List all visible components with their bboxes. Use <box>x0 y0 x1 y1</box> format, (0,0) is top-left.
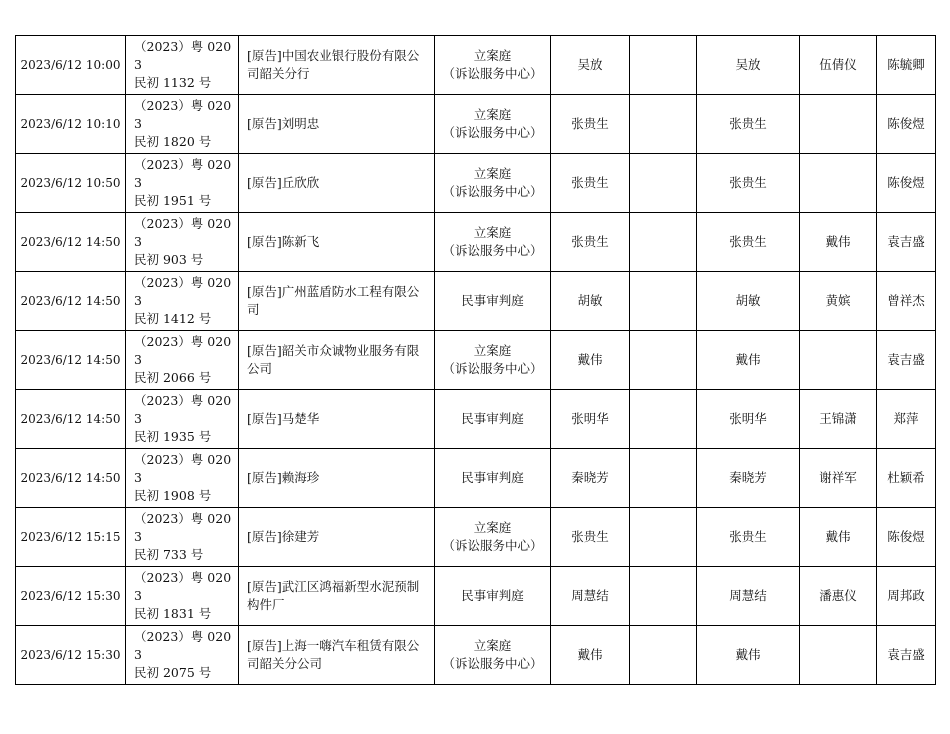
empty-cell <box>630 331 697 390</box>
case-number-line2: 民初 1132 号 <box>134 75 212 90</box>
judge-cell <box>551 449 630 508</box>
hearing-time: 2023/6/12 14:50 <box>20 412 121 426</box>
clerk-name: 杜颖希 <box>887 470 925 485</box>
table-row <box>16 272 936 331</box>
presiding-name: 张贵生 <box>729 175 767 190</box>
member-cell <box>800 95 877 154</box>
empty-cell <box>630 508 697 567</box>
member-name: 谢祥军 <box>819 470 857 485</box>
hearing-time: 2023/6/12 10:00 <box>20 58 121 72</box>
empty-cell <box>630 36 697 95</box>
party-name: [原告]广州蓝盾防水工程有限公司 <box>247 284 420 317</box>
court-line1: 民事审判庭 <box>461 293 524 308</box>
clerk-cell <box>877 390 936 449</box>
table-row <box>16 36 936 95</box>
member-name: 戴伟 <box>825 234 851 249</box>
hearing-time: 2023/6/12 15:30 <box>20 648 121 662</box>
empty-cell <box>630 390 697 449</box>
presiding-cell <box>697 449 800 508</box>
hearing-time-cell <box>16 567 126 626</box>
empty-cell <box>630 154 697 213</box>
case-number-line1: （2023）粤 0203 <box>134 39 232 72</box>
case-number-line1: （2023）粤 0203 <box>134 393 232 426</box>
court-cell <box>435 331 551 390</box>
judge-cell <box>551 331 630 390</box>
presiding-name: 秦晓芳 <box>729 470 767 485</box>
court-line2: （诉讼服务中心） <box>442 243 543 258</box>
case-number-cell <box>126 154 239 213</box>
hearing-time: 2023/6/12 14:50 <box>20 353 121 367</box>
hearing-time-cell <box>16 626 126 685</box>
presiding-cell <box>697 331 800 390</box>
court-cell <box>435 95 551 154</box>
case-number-cell <box>126 331 239 390</box>
table-row <box>16 567 936 626</box>
judge-cell <box>551 154 630 213</box>
party-name: [原告]赖海珍 <box>247 470 320 485</box>
judge-name: 张贵生 <box>571 116 609 131</box>
court-cell <box>435 567 551 626</box>
court-line1: 民事审判庭 <box>461 588 524 603</box>
case-number-line1: （2023）粤 0203 <box>134 216 232 249</box>
court-cell <box>435 272 551 331</box>
case-number-cell <box>126 95 239 154</box>
clerk-name: 周邦政 <box>887 588 925 603</box>
court-line1: 民事审判庭 <box>461 470 524 485</box>
judge-name: 戴伟 <box>577 647 603 662</box>
court-line1: 立案庭 <box>473 107 512 122</box>
party-cell <box>239 331 435 390</box>
case-number-line1: （2023）粤 0203 <box>134 275 232 308</box>
case-number-line2: 民初 1412 号 <box>134 311 212 326</box>
case-number-line1: （2023）粤 0203 <box>134 157 232 190</box>
court-cell <box>435 213 551 272</box>
member-cell <box>800 272 877 331</box>
empty-cell <box>630 213 697 272</box>
party-name: [原告]韶关市众诚物业服务有限公司 <box>247 343 420 376</box>
presiding-cell <box>697 213 800 272</box>
court-line1: 立案庭 <box>473 166 512 181</box>
presiding-cell <box>697 95 800 154</box>
hearing-time-cell <box>16 272 126 331</box>
case-number-cell <box>126 567 239 626</box>
judge-cell <box>551 213 630 272</box>
member-name: 戴伟 <box>825 529 851 544</box>
court-line1: 立案庭 <box>473 343 512 358</box>
hearing-time-cell <box>16 508 126 567</box>
party-name: [原告]刘明忠 <box>247 116 320 131</box>
table-row <box>16 508 936 567</box>
empty-cell <box>630 95 697 154</box>
table-row <box>16 154 936 213</box>
member-name: 伍倩仪 <box>819 57 857 72</box>
clerk-cell <box>877 567 936 626</box>
clerk-name: 袁吉盛 <box>887 352 925 367</box>
clerk-cell <box>877 36 936 95</box>
clerk-name: 陈俊煜 <box>887 116 925 131</box>
case-number-cell <box>126 36 239 95</box>
party-cell <box>239 213 435 272</box>
judge-cell <box>551 390 630 449</box>
member-name: 黄嫔 <box>825 293 851 308</box>
hearing-time: 2023/6/12 14:50 <box>20 471 121 485</box>
court-line1: 立案庭 <box>473 48 512 63</box>
court-cell <box>435 154 551 213</box>
hearing-time: 2023/6/12 15:15 <box>20 530 121 544</box>
judge-cell <box>551 95 630 154</box>
empty-cell <box>630 626 697 685</box>
case-number-line1: （2023）粤 0203 <box>134 511 232 544</box>
court-line2: （诉讼服务中心） <box>442 66 543 81</box>
court-cell <box>435 36 551 95</box>
hearing-time-cell <box>16 36 126 95</box>
member-name: 潘惠仪 <box>819 588 857 603</box>
table-row <box>16 331 936 390</box>
hearing-time-cell <box>16 331 126 390</box>
court-line1: 立案庭 <box>473 520 512 535</box>
table-row <box>16 95 936 154</box>
court-line1: 立案庭 <box>473 225 512 240</box>
presiding-name: 张明华 <box>729 411 767 426</box>
presiding-cell <box>697 36 800 95</box>
case-number-line2: 民初 903 号 <box>134 252 204 267</box>
empty-cell <box>630 449 697 508</box>
presiding-name: 吴放 <box>735 57 761 72</box>
party-name: [原告]中国农业银行股份有限公司韶关分行 <box>247 48 420 81</box>
hearing-time-cell <box>16 390 126 449</box>
court-line1: 立案庭 <box>473 638 512 653</box>
member-cell <box>800 508 877 567</box>
clerk-name: 陈俊煜 <box>887 529 925 544</box>
party-cell <box>239 154 435 213</box>
court-cell <box>435 390 551 449</box>
party-name: [原告]马楚华 <box>247 411 320 426</box>
judge-name: 秦晓芳 <box>571 470 609 485</box>
case-number-line1: （2023）粤 0203 <box>134 629 232 662</box>
clerk-cell <box>877 95 936 154</box>
court-line1: 民事审判庭 <box>461 411 524 426</box>
hearing-time-cell <box>16 213 126 272</box>
case-number-line2: 民初 2075 号 <box>134 665 212 680</box>
judge-cell <box>551 36 630 95</box>
court-line2: （诉讼服务中心） <box>442 656 543 671</box>
party-cell <box>239 272 435 331</box>
hearing-schedule-table <box>15 35 936 685</box>
court-line2: （诉讼服务中心） <box>442 184 543 199</box>
member-cell <box>800 213 877 272</box>
party-cell <box>239 449 435 508</box>
judge-cell <box>551 272 630 331</box>
clerk-name: 曾祥杰 <box>887 293 925 308</box>
presiding-cell <box>697 272 800 331</box>
clerk-name: 袁吉盛 <box>887 234 925 249</box>
case-number-cell <box>126 390 239 449</box>
member-cell <box>800 154 877 213</box>
judge-name: 胡敏 <box>577 293 603 308</box>
case-number-line1: （2023）粤 0203 <box>134 570 232 603</box>
party-name: [原告]武江区鸿福新型水泥预制构件厂 <box>247 579 420 612</box>
party-name: [原告]丘欣欣 <box>247 175 320 190</box>
presiding-cell <box>697 567 800 626</box>
presiding-name: 张贵生 <box>729 529 767 544</box>
judge-name: 戴伟 <box>577 352 603 367</box>
party-name: [原告]陈新飞 <box>247 234 320 249</box>
court-cell <box>435 449 551 508</box>
clerk-name: 陈毓卿 <box>887 57 925 72</box>
table-row <box>16 213 936 272</box>
presiding-name: 戴伟 <box>735 352 761 367</box>
hearing-time-cell <box>16 449 126 508</box>
judge-cell <box>551 508 630 567</box>
case-number-line1: （2023）粤 0203 <box>134 98 232 131</box>
court-cell <box>435 626 551 685</box>
case-number-cell <box>126 213 239 272</box>
table-row <box>16 449 936 508</box>
hearing-time: 2023/6/12 14:50 <box>20 235 121 249</box>
case-number-cell <box>126 508 239 567</box>
case-number-line2: 民初 1935 号 <box>134 429 212 444</box>
presiding-name: 胡敏 <box>735 293 761 308</box>
case-number-line2: 民初 1820 号 <box>134 134 212 149</box>
table-row <box>16 390 936 449</box>
clerk-cell <box>877 508 936 567</box>
presiding-cell <box>697 154 800 213</box>
table-row <box>16 626 936 685</box>
party-cell <box>239 626 435 685</box>
party-cell <box>239 567 435 626</box>
party-cell <box>239 390 435 449</box>
hearing-time: 2023/6/12 15:30 <box>20 589 121 603</box>
presiding-cell <box>697 508 800 567</box>
judge-name: 张贵生 <box>571 175 609 190</box>
case-number-line1: （2023）粤 0203 <box>134 334 232 367</box>
case-number-line2: 民初 1951 号 <box>134 193 212 208</box>
judge-name: 吴放 <box>577 57 603 72</box>
member-cell <box>800 626 877 685</box>
hearing-time-cell <box>16 95 126 154</box>
clerk-cell <box>877 331 936 390</box>
court-line2: （诉讼服务中心） <box>442 361 543 376</box>
hearing-time: 2023/6/12 10:10 <box>20 117 121 131</box>
clerk-cell <box>877 272 936 331</box>
case-number-line2: 民初 733 号 <box>134 547 204 562</box>
presiding-name: 张贵生 <box>729 116 767 131</box>
member-cell <box>800 390 877 449</box>
case-number-line1: （2023）粤 0203 <box>134 452 232 485</box>
hearing-time: 2023/6/12 10:50 <box>20 176 121 190</box>
clerk-cell <box>877 154 936 213</box>
court-cell <box>435 508 551 567</box>
empty-cell <box>630 567 697 626</box>
empty-cell <box>630 272 697 331</box>
judge-name: 周慧结 <box>571 588 609 603</box>
presiding-name: 戴伟 <box>735 647 761 662</box>
presiding-cell <box>697 626 800 685</box>
case-number-cell <box>126 449 239 508</box>
party-name: [原告]上海一嗨汽车租赁有限公司韶关分公司 <box>247 638 420 671</box>
presiding-name: 周慧结 <box>729 588 767 603</box>
judge-name: 张贵生 <box>571 529 609 544</box>
judge-name: 张明华 <box>571 411 609 426</box>
court-line2: （诉讼服务中心） <box>442 538 543 553</box>
presiding-name: 张贵生 <box>729 234 767 249</box>
clerk-cell <box>877 449 936 508</box>
member-name: 王锦潇 <box>819 411 857 426</box>
case-number-cell <box>126 626 239 685</box>
member-cell <box>800 567 877 626</box>
clerk-cell <box>877 626 936 685</box>
clerk-name: 陈俊煜 <box>887 175 925 190</box>
schedule-body <box>16 36 936 685</box>
case-number-cell <box>126 272 239 331</box>
party-cell <box>239 508 435 567</box>
presiding-cell <box>697 390 800 449</box>
member-cell <box>800 449 877 508</box>
court-line2: （诉讼服务中心） <box>442 125 543 140</box>
member-cell <box>800 36 877 95</box>
party-name: [原告]徐建芳 <box>247 529 320 544</box>
clerk-name: 郑萍 <box>893 411 919 426</box>
hearing-time: 2023/6/12 14:50 <box>20 294 121 308</box>
member-cell <box>800 331 877 390</box>
clerk-cell <box>877 213 936 272</box>
judge-cell <box>551 567 630 626</box>
party-cell <box>239 95 435 154</box>
case-number-line2: 民初 1908 号 <box>134 488 212 503</box>
judge-cell <box>551 626 630 685</box>
judge-name: 张贵生 <box>571 234 609 249</box>
clerk-name: 袁吉盛 <box>887 647 925 662</box>
case-number-line2: 民初 2066 号 <box>134 370 212 385</box>
hearing-time-cell <box>16 154 126 213</box>
party-cell <box>239 36 435 95</box>
case-number-line2: 民初 1831 号 <box>134 606 212 621</box>
